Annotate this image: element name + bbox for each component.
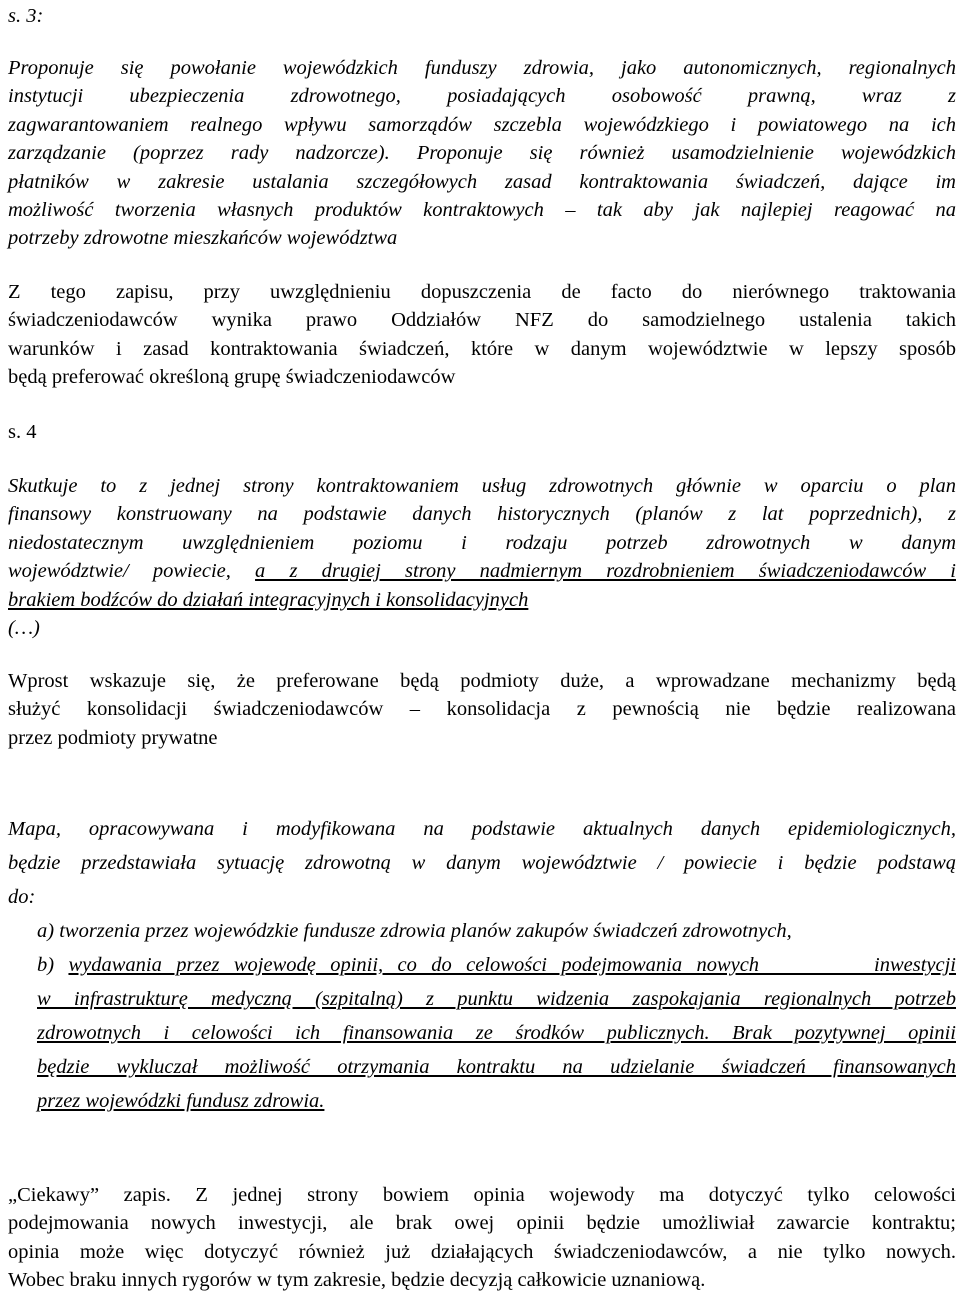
s4-quote-plain: województwie/ powiecie, bbox=[8, 560, 256, 583]
map-item-a bbox=[37, 914, 956, 948]
map-item-a-text: a) tworzenia przez wojewódzkie fundusze zdrowia planów zakupów świadczeń zdrowotnych, bbox=[37, 920, 792, 942]
final-comment-line: „Ciekawy” zapis. Z jednej strony bowiem opinia wojewody ma dotyczyć tylko celowości bbox=[8, 1184, 956, 1206]
s3-comment-line: świadczeniodawców wynika prawo Oddziałów NFZ do samodzielnego ustalenia takich bbox=[8, 309, 956, 332]
s3-quote-line: zagwarantowaniem realnego wpływu samorządów szczebla wojewódzkiego i powiatowego na ich bbox=[8, 113, 956, 136]
s4-quote-line: Skutkuje to z jednej strony kontraktowaniem usług zdrowotnych głównie w oparciu o plan bbox=[8, 475, 956, 497]
section-label-s3: s. 3: bbox=[8, 5, 44, 27]
s4-quote-ellipsis: (…) bbox=[8, 617, 40, 640]
s4-comment-line: Wprost wskazuje się, że preferowane będą podmioty duże, a wprowadzane mechanizmy będą bbox=[8, 670, 956, 692]
map-item-b-line: przez wojewódzki fundusz zdrowia. bbox=[37, 1090, 325, 1112]
map-item-b-line: będzie wykluczał możliwość otrzymania kontraktu na udzielanie świadczeń finansowanych bbox=[37, 1056, 956, 1078]
s3-comment bbox=[8, 278, 956, 392]
s3-quote-line: instytucji ubezpieczenia zdrowotnego, posiadających osobowość prawną, wraz z bbox=[8, 85, 956, 108]
s4-quote-line bbox=[8, 586, 956, 614]
final-comment-line: podejmowania nowych inwestycji, ale brak owej opinii będzie umożliwiał zawarcie kontraktu; bbox=[8, 1212, 956, 1235]
s3-quote-line: Proponuje się powołanie wojewódzkich funduszy zdrowia, jako autonomicznych, regionalnych bbox=[8, 57, 956, 79]
s4-quote bbox=[8, 472, 956, 642]
s4-quote-line: finansowy konstruowany na podstawie danych historycznych (planów z lat poprzednich), z bbox=[8, 503, 956, 526]
s4-quote-line bbox=[8, 557, 956, 585]
section-label-s4: s. 4 bbox=[8, 421, 37, 443]
s4-quote-line: niedostatecznym uwzględnieniem poziomu i rodzaju potrzeb zdrowotnych w danym bbox=[8, 531, 956, 554]
final-comment bbox=[8, 1181, 956, 1295]
final-comment-line: opinia może więc dotyczyć również już działających świadczeniodawców, a nie tylko nowych. bbox=[8, 1240, 956, 1263]
s3-quote-line: płatników w zakresie ustalania szczegółowych zasad kontraktowania świadczeń, dające im bbox=[8, 170, 956, 193]
s3-quote-line: potrzeby zdrowotne mieszkańców województwa bbox=[8, 227, 398, 250]
map-item-b bbox=[37, 948, 956, 1118]
map-quote-line: będzie przedstawiała sytuację zdrowotną w danym województwie / powiecie i będzie podstawą bbox=[8, 852, 956, 874]
s3-comment-line: będą preferować określoną grupę świadczeniodawców bbox=[8, 366, 456, 389]
map-item-b-line: w infrastrukturę medyczną (szpitalną) z punktu widzenia zaspokajania regionalnych potrzeb bbox=[37, 988, 956, 1010]
s4-quote-underlined: brakiem bodźców do działań integracyjnych i konsolidacyjnych bbox=[8, 588, 529, 611]
map-quote-line: Mapa, opracowywana i modyfikowana na podstawie aktualnych danych epidemiologicznych, bbox=[8, 818, 956, 840]
map-item-b-underlined: wydawania przez wojewodę opinii, co do celowości podejmowania nowych inwestycji bbox=[68, 954, 956, 976]
map-item-b-prefix: b) bbox=[37, 954, 69, 976]
s3-comment-line: Z tego zapisu, przy uwzględnieniu dopuszczenia de facto do nierównego traktowania bbox=[8, 281, 956, 303]
s3-quote-line: możliwość tworzenia własnych produktów kontraktowych – tak aby jak najlepiej reagować na bbox=[8, 199, 956, 222]
s4-comment-line: służyć konsolidacji świadczeniodawców – konsolidacja z pewnością nie będzie realizowana bbox=[8, 698, 956, 721]
map-item-b-line: zdrowotnych i celowości ich finansowania ze środków publicznych. Brak pozytywnej opinii bbox=[37, 1022, 956, 1044]
final-comment-line: Wobec braku innych rygorów w tym zakresie, będzie decyzją całkowicie uznaniową. bbox=[8, 1269, 706, 1292]
s3-quote bbox=[8, 54, 956, 253]
s3-comment-line: warunków i zasad kontraktowania świadczeń, które w danym województwie w lepszy sposób bbox=[8, 337, 956, 360]
s4-quote-underlined: a z drugiej strony nadmiernym rozdrobnieniem świadczeniodawców i bbox=[255, 560, 956, 583]
map-quote bbox=[8, 812, 956, 914]
map-item-b-line bbox=[37, 948, 956, 982]
map-quote-line: do: bbox=[8, 886, 36, 908]
s4-comment-line: przez podmioty prywatne bbox=[8, 726, 218, 749]
s4-comment bbox=[8, 667, 956, 752]
s3-quote-line: zarządzanie (poprzez rady nadzorcze). Proponuje się również usamodzielnienie wojewódzkich bbox=[8, 142, 956, 165]
